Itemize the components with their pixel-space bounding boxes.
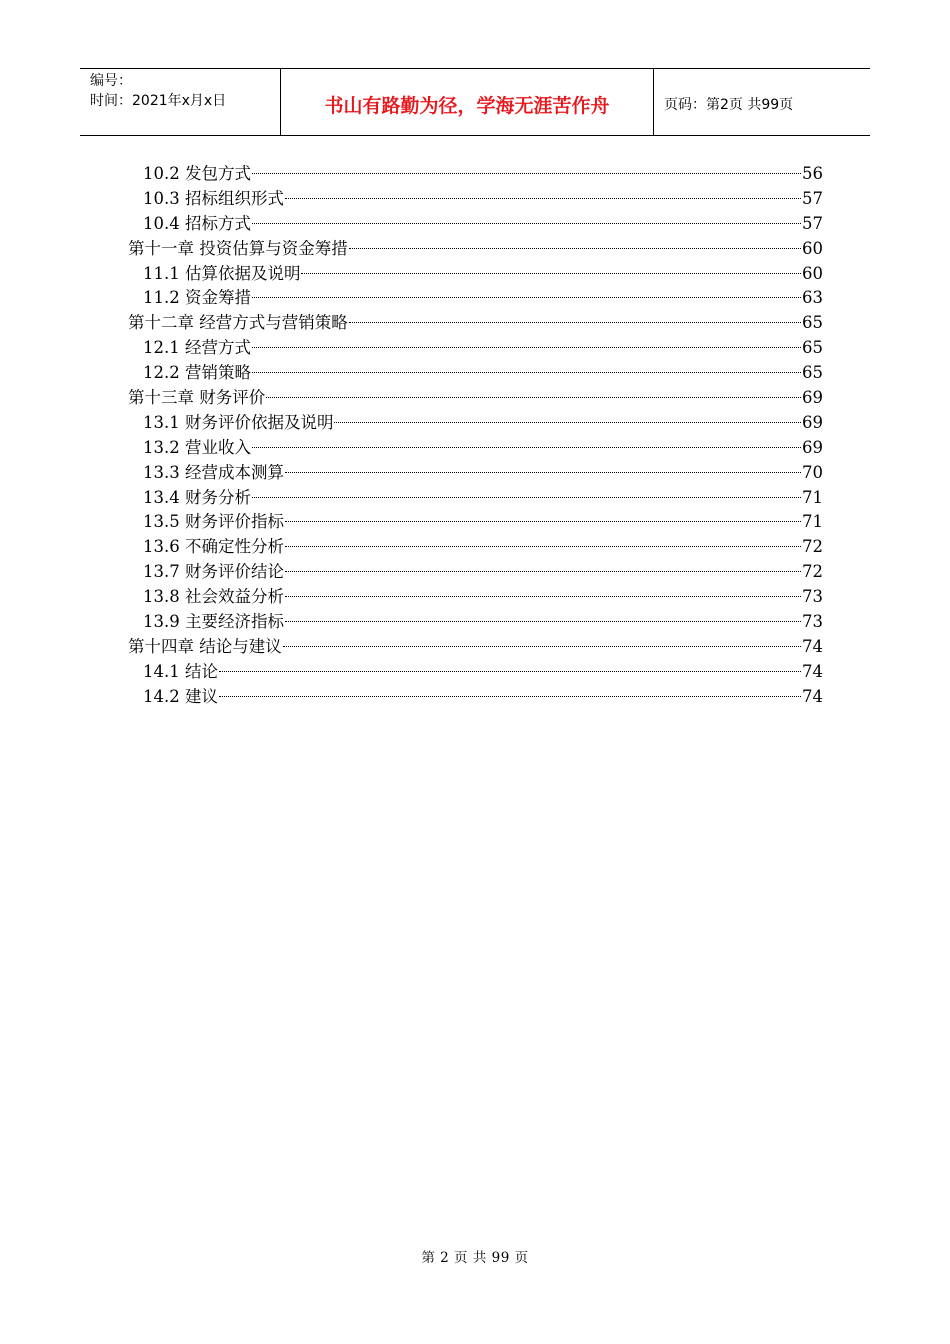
toc-dot-leader (285, 472, 801, 473)
toc-dot-leader (285, 621, 801, 622)
toc-entry[interactable] (128, 361, 823, 386)
toc-entry[interactable] (128, 162, 823, 187)
toc-entry[interactable] (128, 311, 823, 336)
toc-entry-page: 74 (802, 686, 823, 706)
toc-dot-leader (349, 248, 801, 249)
toc-entry-label: 12.1 经营方式 (143, 338, 251, 358)
toc-entry-page: 74 (802, 636, 823, 656)
toc-entry[interactable] (128, 486, 823, 511)
toc-dot-leader (349, 322, 801, 323)
toc-dot-leader (334, 422, 801, 423)
toc-entry[interactable] (128, 535, 823, 560)
toc-entry[interactable] (128, 461, 823, 486)
toc-entry-page: 71 (802, 512, 823, 532)
toc-entry-label: 13.5 财务评价指标 (143, 512, 284, 532)
toc-dot-leader (285, 546, 801, 547)
toc-dot-leader (266, 397, 801, 398)
toc-entry-page: 56 (802, 164, 823, 183)
toc-entry[interactable] (128, 610, 823, 635)
toc-entry[interactable] (128, 336, 823, 361)
motto-text: 书山有路勤为径，学海无涯苦作舟 (324, 94, 610, 117)
toc-entry-page: 72 (802, 537, 823, 557)
toc-entry[interactable] (128, 510, 823, 535)
toc-dot-leader (252, 497, 801, 498)
toc-dot-leader (252, 372, 801, 373)
toc-entry-page: 63 (802, 288, 823, 308)
toc-dot-leader (283, 646, 801, 647)
toc-entry-label: 10.2 发包方式 (143, 164, 251, 183)
toc-entry-page: 69 (802, 412, 823, 432)
toc-entry-label: 14.2 建议 (143, 686, 218, 706)
toc-entry-page: 69 (802, 388, 823, 408)
toc-dot-leader (252, 173, 801, 174)
table-of-contents (128, 162, 823, 710)
toc-entry-page: 70 (802, 462, 823, 482)
toc-entry-page: 71 (802, 487, 823, 507)
toc-entry-label: 14.1 结论 (143, 661, 218, 681)
toc-entry[interactable] (128, 685, 823, 710)
page-footer (0, 1246, 950, 1266)
toc-entry[interactable] (128, 635, 823, 660)
toc-entry[interactable] (128, 286, 823, 311)
toc-entry-page: 73 (802, 612, 823, 632)
toc-entry-page: 60 (802, 238, 823, 258)
toc-dot-leader (252, 347, 801, 348)
header-meta-cell (80, 69, 281, 135)
toc-dot-leader (219, 696, 801, 697)
toc-entry-label: 13.6 不确定性分析 (143, 537, 284, 557)
toc-entry[interactable] (128, 187, 823, 212)
header-motto-cell (281, 69, 654, 135)
toc-entry-page: 65 (802, 363, 823, 383)
toc-dot-leader (252, 297, 801, 298)
toc-entry-page: 57 (802, 188, 823, 208)
toc-entry-label: 13.9 主要经济指标 (143, 612, 284, 632)
toc-dot-leader (219, 671, 801, 672)
toc-entry-page: 57 (802, 213, 823, 233)
toc-entry-label: 11.2 资金筹措 (143, 288, 251, 308)
footer-page-number: 第 2 页 共 99 页 (421, 1250, 529, 1266)
toc-dot-leader (301, 273, 801, 274)
toc-entry-page: 74 (802, 661, 823, 681)
toc-entry[interactable] (128, 262, 823, 287)
toc-entry-label: 13.3 经营成本测算 (143, 462, 284, 482)
toc-dot-leader (252, 223, 801, 224)
toc-entry-label: 第十四章 结论与建议 (128, 636, 282, 656)
toc-entry-page: 65 (802, 313, 823, 333)
toc-entry-label: 第十二章 经营方式与营销策略 (128, 313, 348, 333)
toc-entry[interactable] (128, 411, 823, 436)
toc-entry[interactable] (128, 212, 823, 237)
toc-entry[interactable] (128, 560, 823, 585)
toc-entry-page: 60 (802, 263, 823, 283)
header-page-cell (654, 69, 870, 135)
toc-entry-label: 第十三章 财务评价 (128, 388, 266, 408)
toc-entry-page: 73 (802, 587, 823, 607)
toc-entry-label: 10.3 招标组织形式 (143, 188, 284, 208)
toc-entry-label: 10.4 招标方式 (143, 213, 251, 233)
toc-dot-leader (252, 447, 801, 448)
toc-entry[interactable] (128, 436, 823, 461)
toc-entry-label: 13.8 社会效益分析 (143, 587, 284, 607)
toc-entry[interactable] (128, 585, 823, 610)
toc-entry[interactable] (128, 386, 823, 411)
time-label: 时间：2021年x月x日 (90, 93, 227, 109)
toc-entry-label: 13.1 财务评价依据及说明 (143, 412, 334, 432)
toc-dot-leader (285, 596, 801, 597)
toc-entry-label: 12.2 营销策略 (143, 363, 251, 383)
toc-entry-label: 13.2 营业收入 (143, 437, 251, 457)
toc-entry-page: 65 (802, 338, 823, 358)
toc-entry[interactable] (128, 660, 823, 685)
toc-entry[interactable] (128, 237, 823, 262)
toc-dot-leader (285, 521, 801, 522)
toc-entry-page: 69 (802, 437, 823, 457)
toc-dot-leader (285, 198, 801, 199)
toc-entry-label: 11.1 估算依据及说明 (143, 263, 301, 283)
toc-entry-label: 13.7 财务评价结论 (143, 562, 284, 582)
toc-dot-leader (285, 571, 801, 572)
header-page-info: 页码：第2页 共99页 (664, 97, 794, 113)
toc-entry-label: 13.4 财务分析 (143, 487, 251, 507)
toc-entry-page: 72 (802, 562, 823, 582)
number-label: 编号： (90, 73, 132, 89)
toc-entry-label: 第十一章 投资估算与资金筹措 (128, 238, 348, 258)
page-header (80, 68, 870, 136)
